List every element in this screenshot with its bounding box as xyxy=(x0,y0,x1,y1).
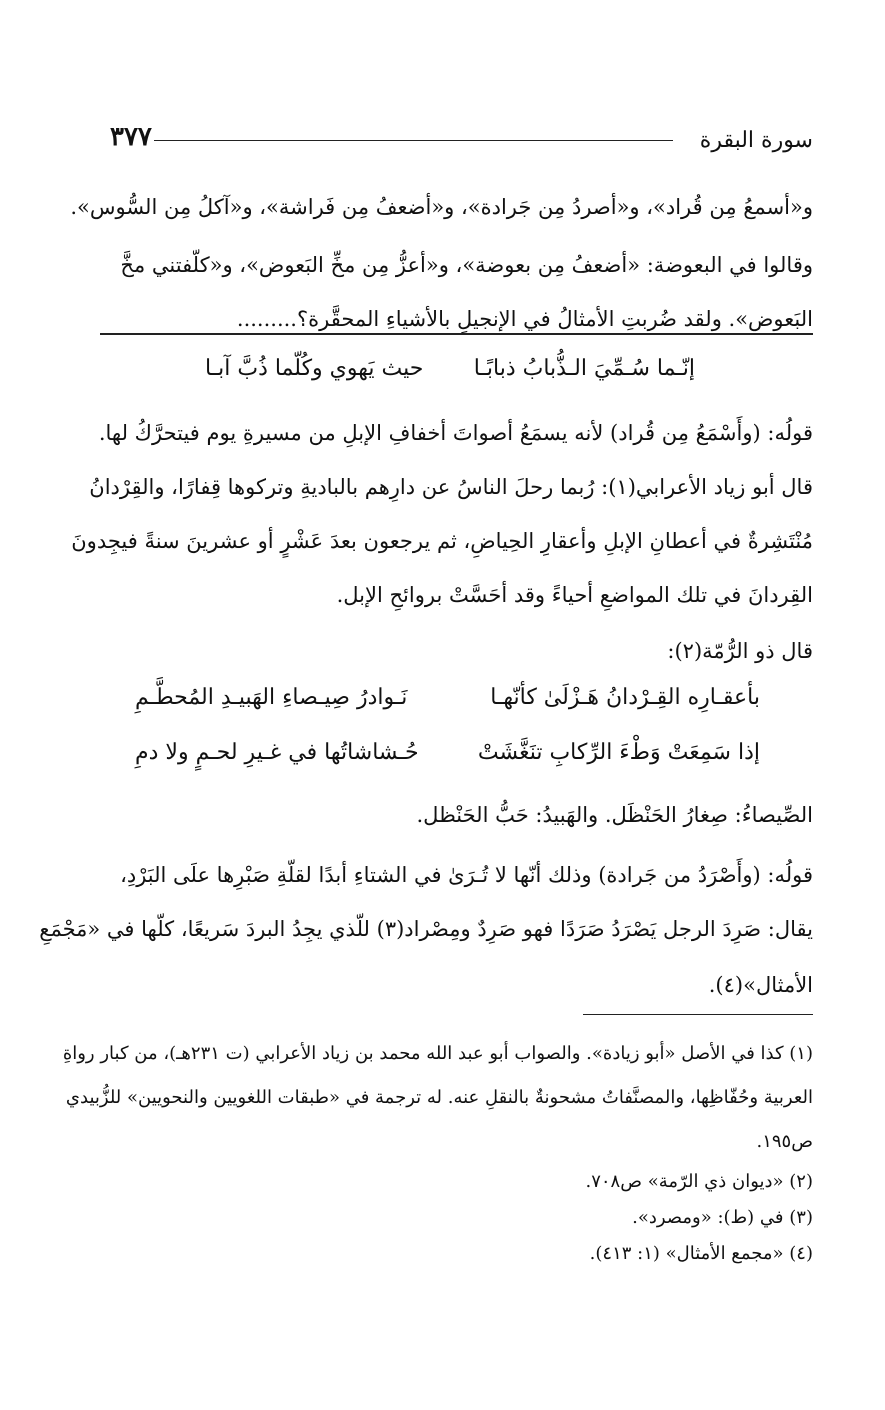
footnote-1-line-3: ص١٩٥. xyxy=(756,1131,813,1152)
section-divider xyxy=(100,333,813,335)
verse1-left: حيث يَهوي وكُلّما ذُبَّ آبـا xyxy=(205,356,424,381)
para1-line-1: قولُه: (وأَسْمَعُ مِن قُراد) لأنه يسمَعُ أصواتَ أخفافِ الإبلِ من مسيرةِ يوم فيتحرَّكُ لها. xyxy=(98,421,813,445)
footnote-1-line-2: العربية وحُفّاظِها، والمصنَّفاتُ مشحونةٌ بالنقلِ عنه. له ترجمة في «طبقات اللغويين والنحويين» للزُّبيدي xyxy=(65,1087,813,1108)
para3-line-1: الصِّيصاءُ: صِغارُ الحَنْظَل. والهَبيدُ: حَبُّ الحَنْظل. xyxy=(416,803,813,827)
surah-title: سورة البقرة xyxy=(699,128,813,153)
upper-line-1: و«أسمعُ مِن قُراد»، و«أصردُ مِن جَرادة»، و«أضعفُ مِن فَراشة»، و«آكلُ مِن السُّوس». xyxy=(70,195,813,219)
para1-line-3: مُنْتَشِرةٌ في أعطانِ الإبلِ وأعقارِ الحِياضِ، ثم يرجعون بعدَ عَشْرٍ أو عشرينَ سنةً فيجِدونَ xyxy=(71,529,813,553)
header-rule xyxy=(154,140,673,141)
footnote-1-line-1: (١) كذا في الأصل «أبو زيادة». والصواب أبو عبد الله محمد بن زياد الأعرابي (ت ٢٣١هـ)، من كبار رواةِ xyxy=(62,1043,813,1064)
para4-line-2: يقال: صَرِدَ الرجل يَصْرَدُ صَرَدًا فهو صَرِدٌ ومِصْراد(٣) للّذي يجِدُ البردَ سَريعًا، كلّها في «مَجْمَعِ xyxy=(39,917,813,941)
footnote-3: (٣) في (ط): «ومصرد». xyxy=(632,1207,813,1228)
upper-line-2: وقالوا في البعوضة: «أضعفُ مِن بعوضة»، و«أعزُّ مِن مخِّ البَعوض»، و«كلّفتني مخَّ xyxy=(120,253,813,277)
footnote-4: (٤) «مجمع الأمثال» (١: ٤١٣). xyxy=(589,1243,813,1264)
para1-line-2: قال أبو زياد الأعرابي(١): رُبما رحلَ الناسُ عن دارِهم بالباديةِ وتركوها قِفارًا، والقِرْدانُ xyxy=(89,475,813,499)
verse2-left: نَـوادرُ صِيـصاءِ الهَبيـدِ المُحطَّـمِ xyxy=(135,685,408,710)
verse2-right: بأعقـارِه القِـرْدانُ هَـزْلَىٰ كأنّهـا xyxy=(490,685,760,710)
para4-line-1: قولُه: (وأَصْرَدُ من جَرادة) وذلك أنّها لا تُـرَىٰ في الشتاءِ أبدًا لقلّةِ صَبْرِها علَى البَرْدِ، xyxy=(120,863,813,887)
para1-line-4: القِردانَ في تلك المواضعِ أحياءً وقد أحَسَّتْ بروائحِ الإبل. xyxy=(336,583,813,607)
footnote-separator xyxy=(583,1014,813,1015)
footnote-2: (٢) «ديوان ذي الرّمة» ص٧٠٨. xyxy=(585,1171,813,1192)
verse3-right: إذا سَمِعَتْ وَطْءَ الرِّكابِ تنَغَّشَتْ xyxy=(477,740,760,765)
page-header xyxy=(110,120,813,160)
para4-line-3: الأمثال»(٤). xyxy=(708,973,813,997)
verse1-right: إنّـما سُـمِّيَ الـذُّبابُ ذبابًـا xyxy=(473,356,695,381)
para2-line-1: قال ذو الرُّمّة(٢): xyxy=(667,639,813,663)
verse3-left: حُـشاشاتُها في غـيرِ لحـمٍ ولا دمِ xyxy=(135,740,419,765)
upper-line-3: البَعوض». ولقد ضُربتِ الأمثالُ في الإنجيلِ بالأشياءِ المحقَّرة؟......... xyxy=(236,307,813,331)
page-number: ٣٧٧ xyxy=(110,122,152,152)
